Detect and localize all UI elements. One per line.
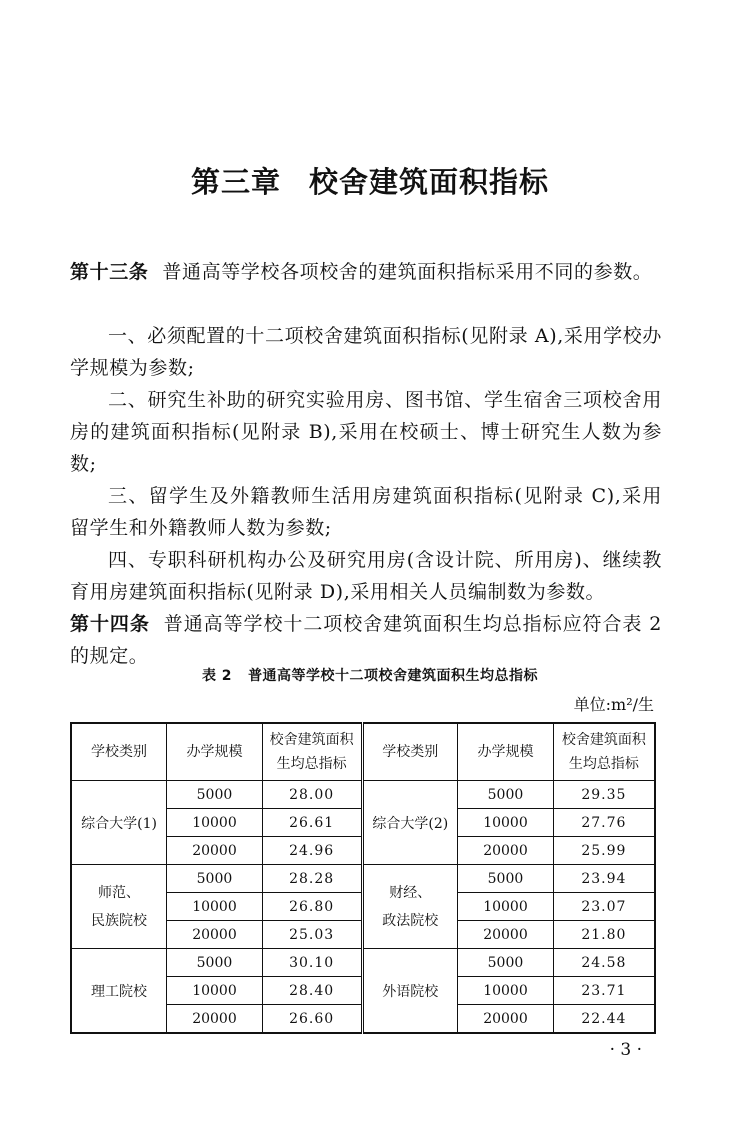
table-row [71, 949, 655, 977]
scale-cell: 10000 [167, 977, 263, 1005]
scale-cell: 5000 [167, 949, 263, 977]
article-13-item-1: 一、必须配置的十二项校舍建筑面积指标(见附录 A),采用学校办学规模为参数; [70, 325, 662, 379]
indicator-table [70, 722, 656, 1034]
chapter-title [0, 160, 740, 201]
header-scale: 办学规模 [458, 723, 554, 781]
scale-cell: 20000 [458, 837, 554, 865]
chapter-name: 校舍建筑面积指标 [309, 165, 550, 199]
indicator-cell: 28.40 [262, 977, 362, 1005]
scale-cell: 10000 [458, 809, 554, 837]
scale-cell: 5000 [167, 781, 263, 809]
article-13-label: 第十三条 [70, 261, 149, 283]
scale-cell: 5000 [167, 865, 263, 893]
scale-cell: 5000 [458, 781, 554, 809]
indicator-cell: 26.60 [262, 1005, 362, 1034]
scale-cell: 10000 [458, 977, 554, 1005]
table-number: 表 2 [201, 668, 233, 684]
table-row [71, 781, 655, 809]
scale-cell: 10000 [458, 893, 554, 921]
indicator-cell: 23.94 [553, 865, 655, 893]
article-13-item-3: 三、留学生及外籍教师生活用房建筑面积指标(见附录 C),采用留学生和外籍教师人数为参数; [70, 485, 662, 539]
school-type-cell: 外语院校 [362, 949, 458, 1034]
article-14-text: 普通高等学校十二项校舍建筑面积生均总指标应符合表 2 的规定。 [70, 613, 662, 667]
scale-cell: 5000 [458, 949, 554, 977]
indicator-cell: 23.07 [553, 893, 655, 921]
article-13-intro [70, 256, 662, 288]
scale-cell: 20000 [458, 921, 554, 949]
indicator-cell: 22.44 [553, 1005, 655, 1034]
scale-cell: 20000 [458, 1005, 554, 1034]
indicator-cell: 29.35 [553, 781, 655, 809]
article-14 [70, 608, 662, 672]
scale-cell: 5000 [458, 865, 554, 893]
header-scale: 办学规模 [167, 723, 263, 781]
indicator-cell: 23.71 [553, 977, 655, 1005]
indicator-cell: 21.80 [553, 921, 655, 949]
scale-cell: 20000 [167, 1005, 263, 1034]
indicator-cell: 24.96 [262, 837, 362, 865]
school-type-cell: 综合大学(2) [362, 781, 458, 865]
article-14-label: 第十四条 [70, 613, 150, 635]
table-caption-text: 普通高等学校十二项校舍建筑面积生均总指标 [248, 668, 539, 684]
indicator-cell: 30.10 [262, 949, 362, 977]
scale-cell: 20000 [167, 921, 263, 949]
school-type-cell: 财经、 政法院校 [362, 865, 458, 949]
article-13-text: 普通高等学校各项校舍的建筑面积指标采用不同的参数。 [162, 261, 653, 283]
header-indicator: 校舍建筑面积 生均总指标 [553, 723, 655, 781]
indicator-cell: 26.61 [262, 809, 362, 837]
scale-cell: 10000 [167, 809, 263, 837]
scale-cell: 10000 [167, 893, 263, 921]
article-13-item-2: 二、研究生补助的研究实验用房、图书馆、学生宿舍三项校舍用房的建筑面积指标(见附录 B),采用在校硕士、博士研究生人数为参数; [70, 389, 662, 475]
indicator-cell: 26.80 [262, 893, 362, 921]
school-type-cell: 理工院校 [71, 949, 167, 1034]
table-header-row [71, 723, 655, 781]
indicator-cell: 24.58 [553, 949, 655, 977]
header-indicator: 校舍建筑面积 生均总指标 [262, 723, 362, 781]
table-row [71, 865, 655, 893]
chapter-label: 第三章 [190, 165, 281, 199]
table-caption [0, 665, 740, 685]
header-school-type: 学校类别 [362, 723, 458, 781]
indicator-cell: 28.28 [262, 865, 362, 893]
indicator-cell: 25.99 [553, 837, 655, 865]
indicator-cell: 25.03 [262, 921, 362, 949]
indicator-cell: 28.00 [262, 781, 362, 809]
table-unit: 单位:m²/生 [573, 695, 654, 714]
school-type-cell: 综合大学(1) [71, 781, 167, 865]
indicator-cell: 27.76 [553, 809, 655, 837]
article-13-item-4: 四、专职科研机构办公及研究用房(含设计院、所用房)、继续教育用房建筑面积指标(见附录 D),采用相关人员编制数为参数。 [70, 549, 662, 603]
school-type-cell: 师范、 民族院校 [71, 865, 167, 949]
scale-cell: 20000 [167, 837, 263, 865]
header-school-type: 学校类别 [71, 723, 167, 781]
page-number: · 3 · [609, 1040, 642, 1060]
